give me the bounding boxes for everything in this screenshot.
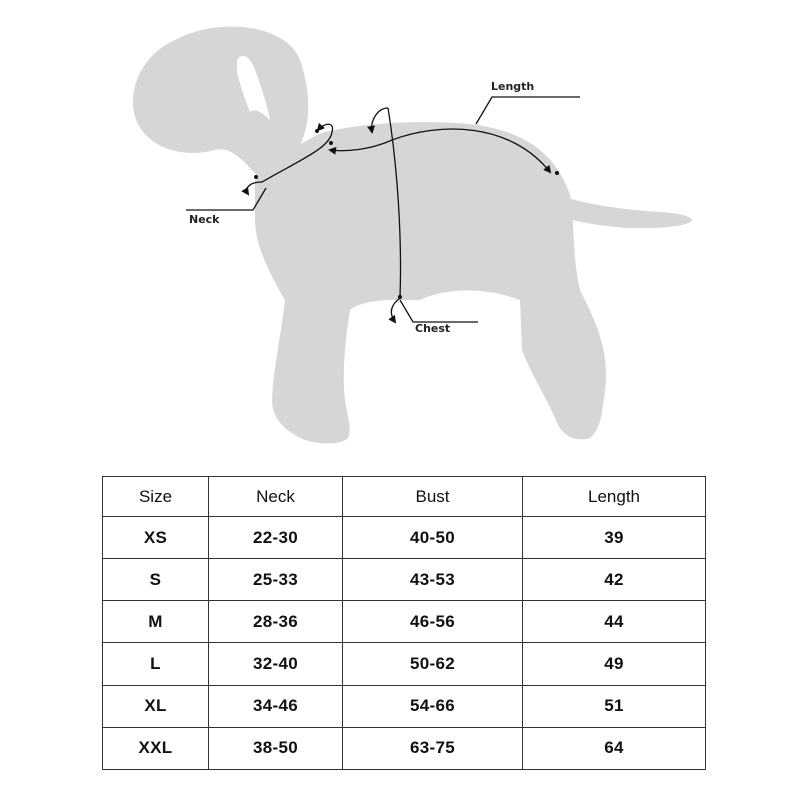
table-row (103, 727, 706, 769)
size-cell: S (103, 559, 209, 601)
table-row (103, 517, 706, 559)
length-cell: 44 (523, 601, 706, 643)
size-cell: XXL (103, 727, 209, 769)
length-cell: 51 (523, 685, 706, 727)
neck-callout-label: Neck (189, 213, 220, 226)
length-callout-label: Length (491, 80, 535, 93)
neck-cell: 28-36 (209, 601, 343, 643)
size-cell: M (103, 601, 209, 643)
neck-cell: 38-50 (209, 727, 343, 769)
header-size: Size (103, 477, 209, 517)
header-length: Length (523, 477, 706, 517)
length-cell: 49 (523, 643, 706, 685)
size-chart-table (102, 476, 706, 770)
bust-cell: 43-53 (343, 559, 523, 601)
header-row (103, 477, 706, 517)
length-cell: 39 (523, 517, 706, 559)
table-row (103, 559, 706, 601)
header-bust: Bust (343, 477, 523, 517)
length-cell: 42 (523, 559, 706, 601)
size-cell: L (103, 643, 209, 685)
table-row (103, 643, 706, 685)
table-row (103, 685, 706, 727)
chest-callout-label: Chest (415, 322, 451, 335)
table-row (103, 601, 706, 643)
dog-silhouette (133, 27, 692, 444)
size-cell: XL (103, 685, 209, 727)
bust-cell: 40-50 (343, 517, 523, 559)
neck-cell: 25-33 (209, 559, 343, 601)
length-cell: 64 (523, 727, 706, 769)
bust-cell: 50-62 (343, 643, 523, 685)
neck-cell: 34-46 (209, 685, 343, 727)
neck-cell: 32-40 (209, 643, 343, 685)
size-cell: XS (103, 517, 209, 559)
bust-cell: 46-56 (343, 601, 523, 643)
neck-cell: 22-30 (209, 517, 343, 559)
bust-cell: 54-66 (343, 685, 523, 727)
bust-cell: 63-75 (343, 727, 523, 769)
header-neck: Neck (209, 477, 343, 517)
